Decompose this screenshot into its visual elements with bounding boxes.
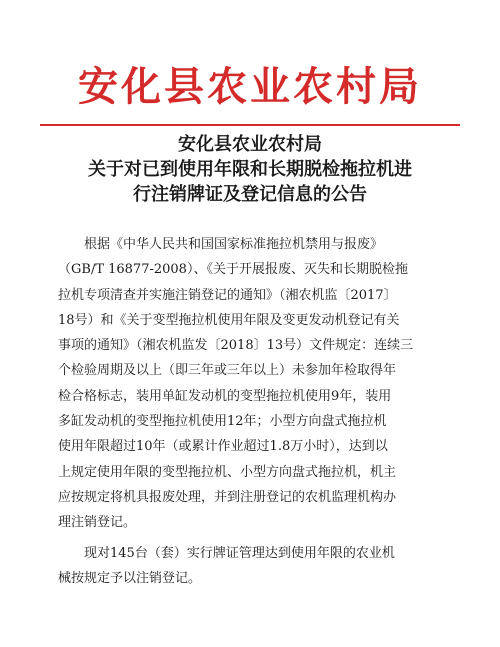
body-line: 械按规定予以注销登记。 [58, 570, 202, 586]
paragraph-2 [58, 541, 448, 592]
body-line: 18号）和《关于变型拖拉机使用年限及变更发动机登记有关 [58, 312, 400, 328]
body-line: 多缸发动机的变型拖拉机使用12年；小型方向盘式拖拉机 [58, 414, 387, 430]
paragraph-1 [58, 232, 448, 536]
body-line: （GB/T 16877-2008）、《关于开展报废、灭失和长期脱检拖 [58, 262, 408, 278]
body-line: 理注销登记。 [58, 515, 137, 531]
body-line: 使用年限超过10年（或累计作业超过1.8万小时），达到以 [58, 439, 388, 455]
body-line: 事项的通知》（湘农机监发〔2018〕13号）文件规定：连续三 [58, 338, 414, 354]
body-line: 个检验周期及以上（即三年或三年以上）未参加年检取得年 [58, 363, 397, 379]
notice-title-line: 关于对已到使用年限和长期脱检拖拉机进 [88, 159, 412, 180]
notice-body [58, 232, 448, 591]
body-line: 根据《中华人民共和国国家标准拖拉机禁用与报废》 [58, 237, 384, 252]
notice-title-line: 行注销牌证及登记信息的公告 [133, 184, 367, 205]
body-line: 应按规定将机具报废处理，并到注册登记的农机监理机构办 [58, 489, 397, 505]
notice-title-line: 安化县农业农村局 [178, 134, 322, 155]
letterhead-red-rule [40, 124, 460, 126]
body-line: 检合格标志，装用单缸发动机的变型拖拉机使用9年，装用 [58, 388, 392, 404]
notice-title [50, 132, 450, 207]
body-line: 上规定使用年限的变型拖拉机、小型方向盘式拖拉机，机主 [58, 464, 397, 480]
letterhead-title: 安化县农业农村局 [78, 63, 422, 110]
body-line: 拉机专项清查并实施注销登记的通知》（湘农机监〔2017〕 [58, 287, 397, 303]
body-line: 现对145台（套）实行牌证管理达到使用年限的农业机 [58, 545, 395, 561]
